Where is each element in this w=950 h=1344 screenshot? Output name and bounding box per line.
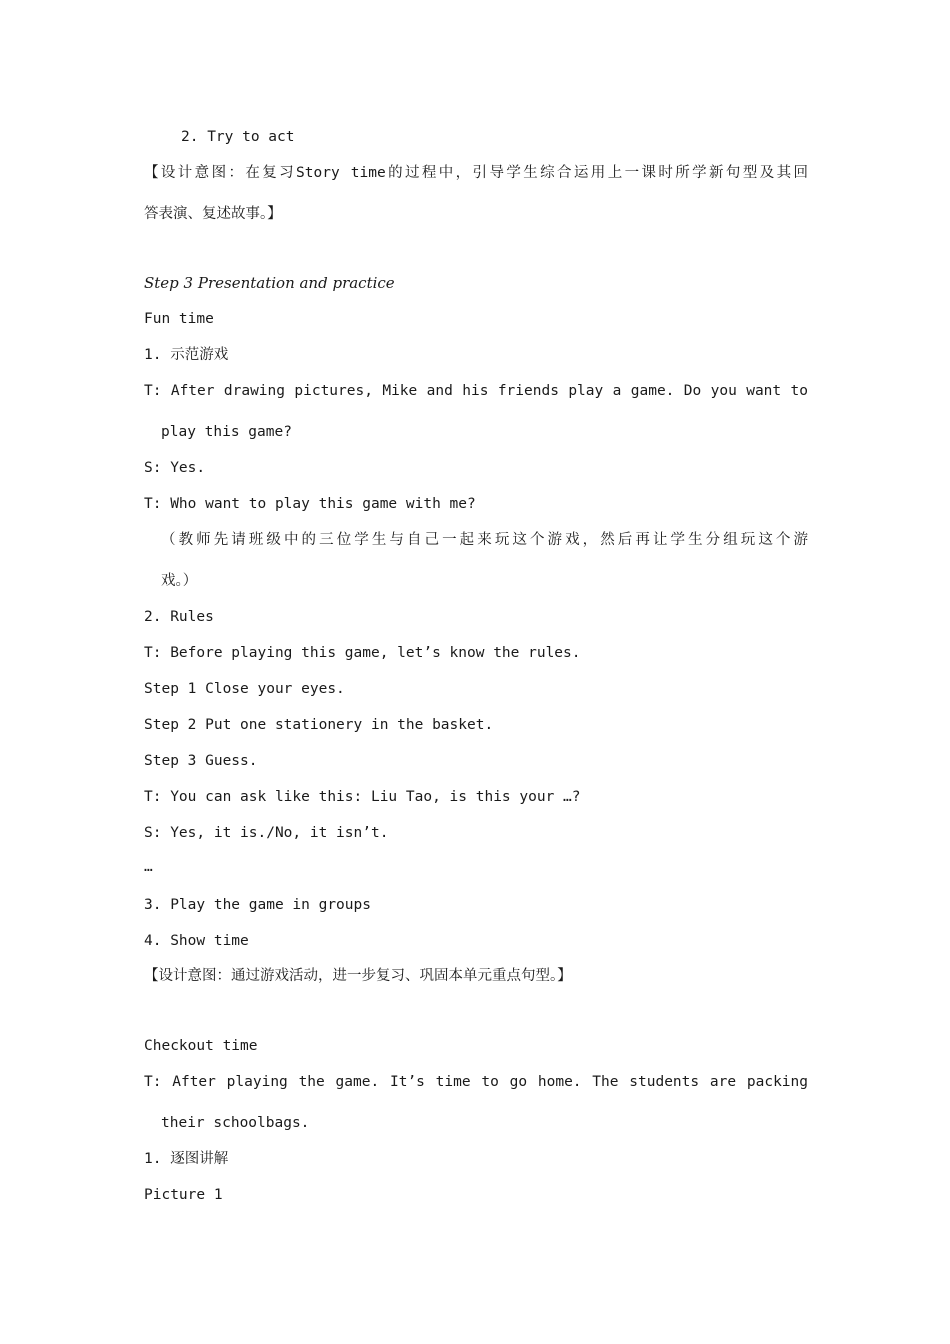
dialogue-line: T: After playing the game. It’s time to go home. The students are packing xyxy=(144,1074,808,1090)
list-item-explain-pictures: 1. 逐图讲解 xyxy=(144,1151,229,1167)
list-item-try-to-act: 2. Try to act xyxy=(181,129,295,145)
dialogue-line: T: Before playing this game, let’s know the rules. xyxy=(144,645,581,661)
dialogue-line: S: Yes, it is./No, it isn’t. xyxy=(144,825,389,841)
dialogue-line-cont: their schoolbags. xyxy=(161,1115,310,1131)
rule-step: Step 3 Guess. xyxy=(144,753,258,769)
list-item-demo-game: 1. 示范游戏 xyxy=(144,347,229,363)
subheading-fun-time: Fun time xyxy=(144,311,214,327)
teacher-note: （教师先请班级中的三位学生与自己一起来玩这个游戏，然后再让学生分组玩这个游 xyxy=(161,532,808,548)
dialogue-line: T: After drawing pictures, Mike and his friends play a game. Do you want to xyxy=(144,383,808,399)
dialogue-line: T: You can ask like this: Liu Tao, is this your …? xyxy=(144,789,581,805)
ellipsis: … xyxy=(144,859,153,875)
rule-step: Step 1 Close your eyes. xyxy=(144,681,345,697)
design-intent-note-cont: 答表演、复述故事。】 xyxy=(144,206,282,222)
dialogue-line-cont: play this game? xyxy=(161,424,292,440)
dialogue-line: T: Who want to play this game with me? xyxy=(144,496,476,512)
picture-label: Picture 1 xyxy=(144,1187,223,1203)
rule-step: Step 2 Put one stationery in the basket. xyxy=(144,717,494,733)
dialogue-line: S: Yes. xyxy=(144,460,206,476)
list-item-show-time: 4. Show time xyxy=(144,933,249,949)
list-item-play-groups: 3. Play the game in groups xyxy=(144,897,371,913)
subheading-checkout-time: Checkout time xyxy=(144,1038,258,1054)
section-heading-step3: Step 3 Presentation and practice xyxy=(144,274,395,292)
design-intent-note: 【设计意图：通过游戏活动，进一步复习、巩固本单元重点句型。】 xyxy=(144,968,572,984)
design-intent-note: 【设计意图：在复习Story time的过程中，引导学生综合运用上一课时所学新句型及其回 xyxy=(144,165,808,181)
list-item-rules: 2. Rules xyxy=(144,609,214,625)
teacher-note-cont: 戏。） xyxy=(161,573,198,589)
